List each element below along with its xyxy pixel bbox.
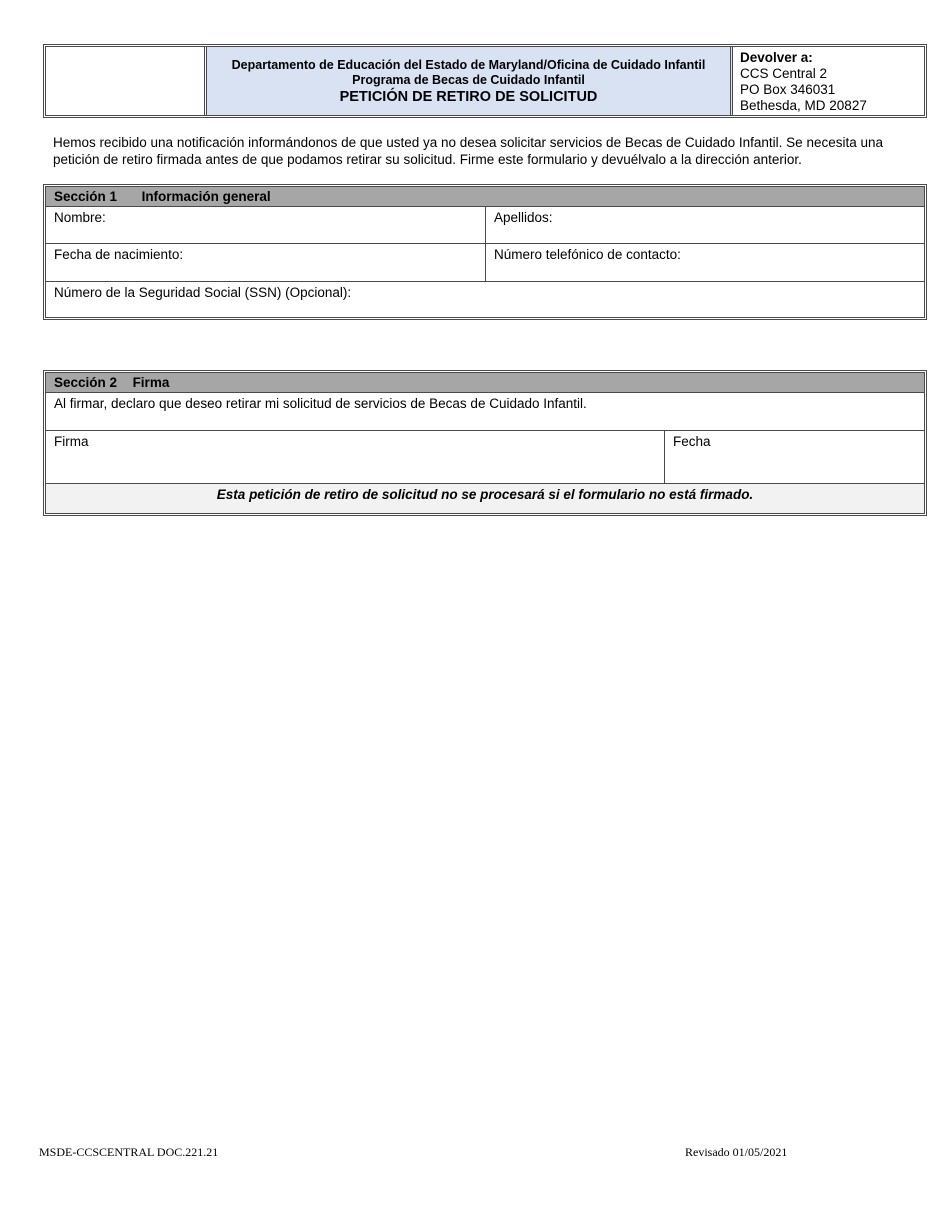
section1-number: Sección 1 [54, 189, 118, 204]
department-name: Departamento de Educación del Estado de Maryland/Oficina de Cuidado Infantil [231, 58, 706, 72]
program-name: Programa de Becas de Cuidado Infantil [352, 73, 585, 87]
return-address-line-2: PO Box 346031 [740, 82, 836, 97]
last-name-field[interactable] [486, 207, 924, 243]
phone-field[interactable] [486, 244, 924, 281]
logo-cell [46, 47, 207, 115]
declaration-row [46, 393, 924, 431]
unsigned-warning-note: Esta petición de retiro de solicitud no se procesará si el formulario no está firmado. [46, 484, 924, 513]
title-block [207, 47, 733, 115]
section1-title: Información general [141, 189, 271, 204]
return-address-line-1: CCS Central 2 [740, 66, 828, 81]
signature-label: Firma [54, 434, 89, 449]
dob-label: Fecha de nacimiento: [54, 247, 184, 262]
section2-heading [46, 373, 924, 393]
first-name-label: Nombre: [54, 210, 106, 225]
name-row [46, 207, 924, 244]
date-label: Fecha [673, 434, 711, 449]
dob-phone-row [46, 244, 924, 282]
first-name-field[interactable] [46, 207, 486, 243]
return-address-line-3: Bethesda, MD 20827 [740, 98, 867, 113]
ssn-row [46, 282, 924, 319]
form-title: PETICIÓN DE RETIRO DE SOLICITUD [339, 89, 598, 105]
signature-field[interactable] [46, 431, 665, 483]
last-name-label: Apellidos: [494, 210, 553, 225]
form-header [43, 44, 927, 118]
section-general-information [43, 184, 927, 320]
document-id: MSDE-CCSCENTRAL DOC.221.21 [39, 1145, 219, 1159]
section2-title: Firma [132, 375, 170, 390]
phone-label: Número telefónico de contacto: [494, 247, 681, 262]
revision-date: Revisado 01/05/2021 [685, 1145, 788, 1159]
section2-number: Sección 2 [54, 375, 118, 390]
declaration-text: Al firmar, declaro que deseo retirar mi solicitud de servicios de Becas de Cuidado Infantil. [54, 396, 587, 411]
intro-paragraph: Hemos recibido una notificación informándonos de que usted ya no desea solicitar servicios de Becas de Cuidado Infantil. Se necesita una petición de retiro firmada antes de que podamos retirar su solicitud. Firme este formulario y devuélvalo a la dirección anterior. [53, 135, 883, 167]
date-field[interactable] [665, 431, 924, 483]
dob-field[interactable] [46, 244, 486, 281]
ssn-field[interactable] [46, 282, 924, 319]
return-address-block [733, 47, 924, 115]
ssn-label: Número de la Seguridad Social (SSN) (Opcional): [54, 285, 352, 300]
section1-heading [46, 187, 924, 207]
section-signature [43, 370, 927, 516]
signature-row [46, 431, 924, 484]
return-label: Devolver a: [740, 50, 813, 65]
